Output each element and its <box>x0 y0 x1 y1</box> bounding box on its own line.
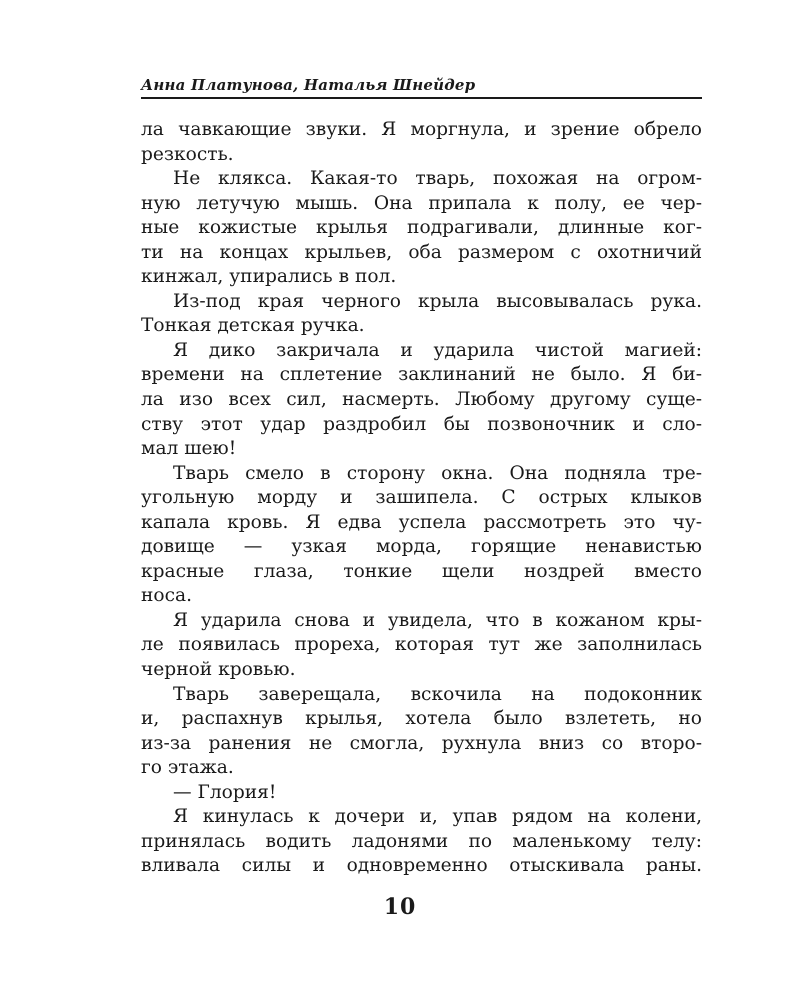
text-line: принялась водить ладонями по маленькому телу: <box>141 830 702 852</box>
text-line: черной кровью. <box>141 659 296 681</box>
running-title: Анна Платунова, Наталья Шнейдер <box>141 76 476 94</box>
text-line: кинжал, упирались в пол. <box>141 266 397 288</box>
text-line: носа. <box>141 585 192 607</box>
text-line: ти на концах крыльев, оба размером с охотничий <box>141 241 702 263</box>
text-line: ную летучую мышь. Она припала к полу, ее чер- <box>141 192 702 214</box>
text-line: Тварь заверещала, вскочила на подоконник <box>173 683 702 705</box>
text-line: — Глория! <box>173 781 277 803</box>
text-line: ству этот удар раздробил бы позвоночник и сло- <box>141 413 702 435</box>
text-line: ные кожистые крылья подрагивали, длинные ког- <box>141 217 702 239</box>
text-line: времени на сплетение заклинаний не было. Я би- <box>141 364 702 386</box>
text-line: и, распахнув крылья, хотела было взлететь, но <box>141 708 702 730</box>
text-line: вливала силы и одновременно отыскивала раны. <box>141 855 702 877</box>
text-line: угольную морду и зашипела. С острых клыков <box>141 487 702 509</box>
text-line: мал шею! <box>141 438 237 460</box>
running-head <box>141 75 702 99</box>
text-line: го этажа. <box>141 757 234 779</box>
text-line: ла чавкающие звуки. Я моргнула, и зрение обрело <box>141 119 702 140</box>
text-line: Тварь смело в сторону окна. Она подняла тре- <box>173 462 702 484</box>
text-line: из-за ранения не смогла, рухнула вниз со второ- <box>141 732 702 754</box>
text-line: резкость. <box>141 143 234 165</box>
text-line: довище — узкая морда, горящие ненавистью <box>141 536 702 558</box>
text-line: Я ударила снова и увидела, что в кожаном кры- <box>173 609 702 631</box>
text-line: Из-под края черного крыла высовывалась рука. <box>173 290 702 312</box>
text-line: ле появилась прореха, которая тут же заполнилась <box>141 634 702 656</box>
text-line: капала кровь. Я едва успела рассмотреть это чу- <box>141 511 702 533</box>
text-line: Тонкая детская ручка. <box>141 315 365 337</box>
text-line: красные глаза, тонкие щели ноздрей вместо <box>141 560 702 582</box>
text-line: Не клякса. Какая-то тварь, похожая на огром- <box>173 168 702 190</box>
page-body <box>141 118 702 879</box>
page-number: 10 <box>383 894 417 920</box>
text-line: ла изо всех сил, насмерть. Любому другому суще- <box>141 389 702 411</box>
text-line: Я дико закричала и ударила чистой магией: <box>173 339 702 361</box>
text-line: Я кинулась к дочери и, упав рядом на колени, <box>173 806 702 828</box>
